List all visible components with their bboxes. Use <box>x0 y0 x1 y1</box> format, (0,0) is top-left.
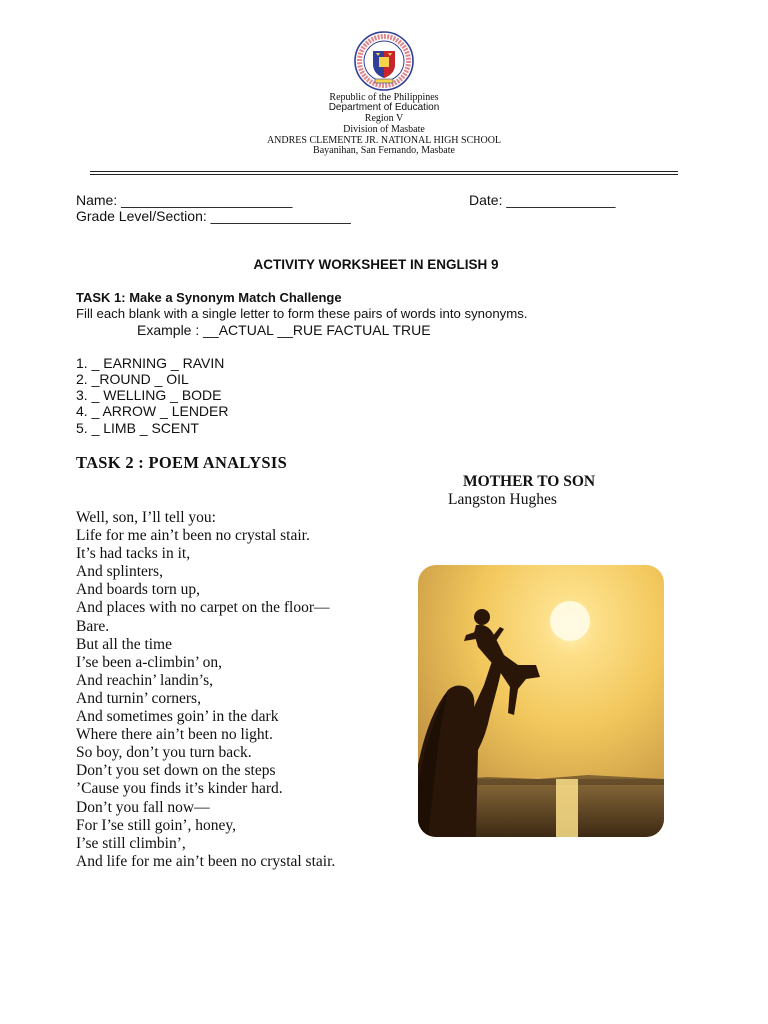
task1-heading-label: TASK 1 <box>76 290 122 305</box>
header-divider-thick <box>90 171 678 172</box>
task1-instruction: Fill each blank with a single letter to form these pairs of words into synonyms. <box>76 306 528 321</box>
poem-line: Life for me ain’t been no crystal stair. <box>76 527 310 545</box>
poem-line: And turnin’ corners, <box>76 689 201 707</box>
header-address: Bayanihan, San Fernando, Masbate <box>313 145 455 156</box>
poem-line: Where there ain’t been no light. <box>76 726 273 744</box>
poem-line: Well, son, I’ll tell you: <box>76 509 216 526</box>
task1-item-5: 5. _ LIMB _ SCENT <box>76 420 199 436</box>
poem-author: Langston Hughes <box>448 491 557 508</box>
header-department: Department of Education <box>328 102 440 113</box>
task1-heading-text: : Make a Synonym Match Challenge <box>121 290 342 305</box>
task1-example: Example : __ACTUAL __RUE FACTUAL TRUE <box>137 322 431 338</box>
task1-heading <box>76 290 342 306</box>
grade-section-field: Grade Level/Section: __________________ <box>76 208 351 224</box>
task1-item-1: 1. _ EARNING _ RAVIN <box>76 355 225 371</box>
poem-line: So boy, don’t you turn back. <box>76 744 252 762</box>
task1-item-3: 3. _ WELLING _ BODE <box>76 387 222 403</box>
task2-heading: TASK 2 : POEM ANALYSIS <box>76 453 288 472</box>
poem-line: Don’t you set down on the steps <box>76 762 276 780</box>
deped-seal-logo <box>352 30 416 92</box>
poem-line: I’se been a-climbin’ on, <box>76 653 223 671</box>
poem-line: And life for me ain’t been no crystal stair. <box>76 852 336 870</box>
poem-line: And reachin’ landin’s, <box>76 671 214 689</box>
poem-line: But all the time <box>76 635 172 653</box>
poem-line: And splinters, <box>76 563 163 581</box>
worksheet-title: ACTIVITY WORKSHEET IN ENGLISH 9 <box>253 257 499 272</box>
poem-title: MOTHER TO SON <box>463 473 596 490</box>
header-division: Division of Masbate <box>343 124 425 135</box>
poem-line: ’Cause you finds it’s kinder hard. <box>76 780 283 798</box>
poem-line: And sometimes goin’ in the dark <box>76 708 279 726</box>
name-field: Name: ______________________ <box>76 192 293 208</box>
poem-body <box>76 509 335 871</box>
header-republic: Republic of the Philippines <box>329 92 439 103</box>
poem-line: For I’se still goin’, honey, <box>76 816 237 834</box>
date-field: Date: ______________ <box>469 192 616 208</box>
poem-line: Don’t you fall now— <box>76 798 210 816</box>
header-region: Region V <box>364 113 404 124</box>
poem-line: And places with no carpet on the floor— <box>76 599 330 617</box>
task1-item-2: 2. _ROUND _ OIL <box>76 371 189 387</box>
header-school: ANDRES CLEMENTE JR. NATIONAL HIGH SCHOOL <box>266 135 502 146</box>
poem-line: It’s had tacks in it, <box>76 545 191 563</box>
header-divider-thin <box>90 174 678 175</box>
mother-son-sunset-photo <box>418 565 664 837</box>
poem-line: Bare. <box>76 617 110 635</box>
task1-item-4: 4. _ ARROW _ LENDER <box>76 403 229 419</box>
poem-line: And boards torn up, <box>76 581 200 599</box>
poem-line: I’se still climbin’, <box>76 834 186 852</box>
